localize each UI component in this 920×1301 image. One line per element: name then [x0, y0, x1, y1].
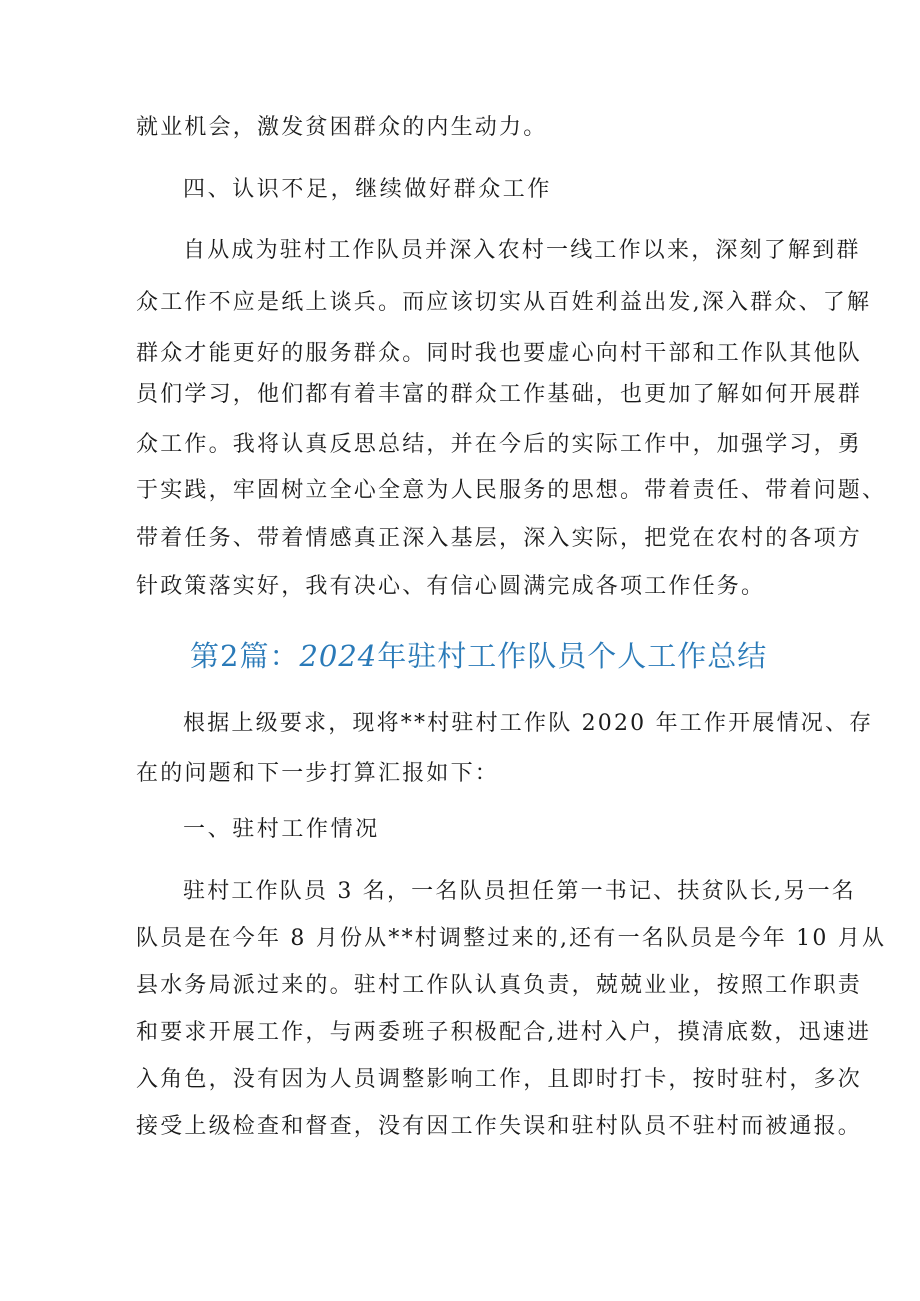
- paragraph-line: 队员是在今年 8 月份从**村调整过来的,还有一名队员是今年 10 月从: [136, 926, 887, 951]
- paragraph-line: 就业机会，激发贫困群众的内生动力。: [136, 115, 548, 140]
- paragraph-line: 员们学习，他们都有着丰富的群众工作基础，也更加了解如何开展群: [136, 382, 863, 407]
- paragraph-line: 众工作。我将认真反思总结，并在今后的实际工作中，加强学习，勇: [136, 432, 863, 457]
- paragraph-line: 于实践，牢固树立全心全意为人民服务的思想。带着责任、带着问题、: [136, 478, 887, 503]
- paragraph-line: 接受上级检查和督查，没有因工作失误和驻村队员不驻村而被通报。: [136, 1114, 863, 1139]
- paragraph-line: 带着任务、带着情感真正深入基层，深入实际，把党在农村的各项方: [136, 526, 863, 551]
- paragraph-line: 入角色，没有因为人员调整影响工作，且即时打卡，按时驻村，多次: [136, 1067, 863, 1092]
- article-title-prefix: 第2篇：: [190, 639, 300, 673]
- paragraph-line: 驻村工作队员 3 名，一名队员担任第一书记、扶贫队长,另一名: [183, 879, 856, 904]
- section-heading-4: 四、认识不足，继续做好群众工作: [183, 177, 553, 202]
- paragraph-line: 针政策落实好，我有决心、有信心圆满完成各项工作任务。: [136, 574, 766, 599]
- paragraph-line: 自从成为驻村工作队员并深入农村一线工作以来，深刻了解到群: [183, 238, 861, 263]
- article-title-suffix: 年驻村工作队员个人工作总结: [377, 639, 768, 673]
- paragraph-line: 在的问题和下一步打算汇报如下：: [136, 761, 500, 786]
- paragraph-line: 和要求开展工作，与两委班子积极配合,进村入户，摸清底数，迅速进: [136, 1020, 872, 1045]
- article-title-year: 2024: [299, 639, 378, 673]
- article-title: [190, 637, 767, 675]
- paragraph-line: 群众才能更好的服务群众。同时我也要虚心向村干部和工作队其他队: [136, 341, 863, 366]
- paragraph-line: 县水务局派过来的。驻村工作队认真负责，兢兢业业，按照工作职责: [136, 973, 863, 998]
- paragraph-line: 众工作不应是纸上谈兵。而应该切实从百姓利益出发,深入群众、了解: [136, 290, 872, 315]
- paragraph-line: 根据上级要求，现将**村驻村工作队 2020 年工作开展情况、存: [183, 711, 874, 736]
- section-heading-1: 一、驻村工作情况: [183, 817, 380, 842]
